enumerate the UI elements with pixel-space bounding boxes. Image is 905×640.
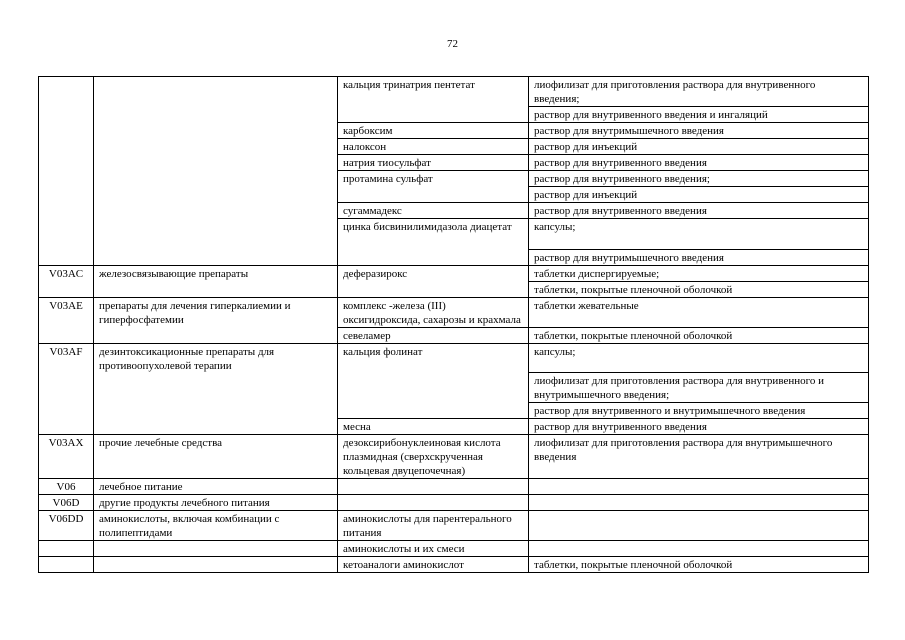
table-row: [39, 479, 869, 495]
drug-name-cell: карбоксим: [338, 123, 529, 139]
dosage-form-cell: раствор для внутримышечного введения: [529, 249, 869, 265]
pharm-group-cell: препараты для лечения гиперкалиемии и гиперфосфатемии: [94, 297, 338, 327]
atc-code-cell: [39, 155, 94, 171]
table-row: [39, 557, 869, 573]
atc-code-cell: [39, 557, 94, 573]
table-row: [39, 77, 869, 107]
dosage-form-cell: раствор для инъекций: [529, 139, 869, 155]
atc-code-cell: [39, 327, 94, 343]
drug-name-cell: [338, 479, 529, 495]
dosage-form-cell: [529, 479, 869, 495]
drug-name-cell: натрия тиосульфат: [338, 155, 529, 171]
drug-name-cell: цинка бисвинилимидазола диацетат: [338, 219, 529, 250]
pharm-group-cell: [94, 249, 338, 265]
table-row: [39, 495, 869, 511]
dosage-form-cell: таблетки, покрытые пленочной оболочкой: [529, 557, 869, 573]
atc-code-cell: [39, 373, 94, 403]
dosage-form-cell: раствор для внутривенного введения: [529, 203, 869, 219]
table-row: [39, 343, 869, 373]
table-row: [39, 203, 869, 219]
table-row: [39, 187, 869, 203]
table-row: [39, 419, 869, 435]
dosage-form-cell: таблетки, покрытые пленочной оболочкой: [529, 327, 869, 343]
drug-name-cell: [338, 281, 529, 297]
pharm-group-cell: прочие лечебные средства: [94, 435, 338, 479]
atc-code-cell: [39, 77, 94, 107]
atc-code-cell: [39, 187, 94, 203]
table-row: [39, 327, 869, 343]
atc-code-cell: V06: [39, 479, 94, 495]
table-row: [39, 107, 869, 123]
table-row: [39, 123, 869, 139]
dosage-form-cell: [529, 511, 869, 541]
pharm-group-cell: [94, 187, 338, 203]
drug-name-cell: кальция тринатрия пентетат: [338, 77, 529, 107]
pharm-group-cell: [94, 557, 338, 573]
dosage-form-cell: таблетки, покрытые пленочной оболочкой: [529, 281, 869, 297]
drug-name-cell: аминокислоты и их смеси: [338, 541, 529, 557]
pharm-group-cell: [94, 123, 338, 139]
dosage-form-cell: таблетки жевательные: [529, 297, 869, 327]
atc-code-cell: V06DD: [39, 511, 94, 541]
pharm-group-cell: [94, 403, 338, 419]
dosage-form-cell: капсулы;: [529, 219, 869, 250]
table-row: [39, 139, 869, 155]
drug-name-cell: дезоксирибонуклеиновая кислота плазмидная (сверхскрученная кольцевая двуцепочечная): [338, 435, 529, 479]
atc-code-cell: [39, 403, 94, 419]
drug-name-cell: [338, 495, 529, 511]
pharm-group-cell: [94, 373, 338, 403]
table-row: [39, 265, 869, 281]
atc-code-cell: V03AX: [39, 435, 94, 479]
atc-code-cell: [39, 171, 94, 187]
pharm-group-cell: [94, 327, 338, 343]
atc-code-cell: [39, 139, 94, 155]
drug-name-cell: деферазирокс: [338, 265, 529, 281]
table-row: [39, 403, 869, 419]
atc-code-cell: V03AF: [39, 343, 94, 373]
atc-code-cell: [39, 281, 94, 297]
pharm-group-cell: [94, 139, 338, 155]
dosage-form-cell: раствор для внутривенного введения: [529, 155, 869, 171]
pharm-group-cell: [94, 419, 338, 435]
drug-name-cell: [338, 249, 529, 265]
pharm-group-cell: дезинтоксикационные препараты для противоопухолевой терапии: [94, 343, 338, 373]
dosage-form-cell: таблетки диспергируемые;: [529, 265, 869, 281]
atc-code-cell: [39, 107, 94, 123]
pharm-group-cell: аминокислоты, включая комбинации с полипептидами: [94, 511, 338, 541]
pharm-group-cell: [94, 203, 338, 219]
atc-code-cell: V06D: [39, 495, 94, 511]
table-row: [39, 281, 869, 297]
pharm-group-cell: [94, 219, 338, 250]
table-row: [39, 171, 869, 187]
pharm-group-cell: [94, 541, 338, 557]
pharm-group-cell: [94, 171, 338, 187]
table-row: [39, 219, 869, 250]
dosage-form-cell: лиофилизат для приготовления раствора для внутримышечного введения: [529, 435, 869, 479]
atc-code-cell: [39, 219, 94, 250]
drug-name-cell: кетоаналоги аминокислот: [338, 557, 529, 573]
dosage-form-cell: раствор для внутривенного и внутримышечного введения: [529, 403, 869, 419]
pharm-group-cell: железосвязывающие препараты: [94, 265, 338, 281]
dosage-form-cell: раствор для внутримышечного введения: [529, 123, 869, 139]
atc-code-cell: V03AE: [39, 297, 94, 327]
pharm-group-cell: другие продукты лечебного питания: [94, 495, 338, 511]
dosage-form-cell: лиофилизат для приготовления раствора для внутривенного введения;: [529, 77, 869, 107]
drug-name-cell: [338, 403, 529, 419]
table-row: [39, 155, 869, 171]
dosage-form-cell: капсулы;: [529, 343, 869, 373]
page-number: 72: [447, 38, 458, 50]
table-row: [39, 541, 869, 557]
drug-name-cell: [338, 187, 529, 203]
atc-code-cell: [39, 123, 94, 139]
drug-name-cell: комплекс -железа (III) оксигидроксида, сахарозы и крахмала: [338, 297, 529, 327]
atc-code-cell: V03AC: [39, 265, 94, 281]
drug-name-cell: сугаммадекс: [338, 203, 529, 219]
drug-name-cell: кальция фолинат: [338, 343, 529, 373]
drug-name-cell: [338, 107, 529, 123]
drug-list-table: [38, 76, 869, 573]
drug-name-cell: месна: [338, 419, 529, 435]
pharm-group-cell: [94, 281, 338, 297]
dosage-form-cell: раствор для внутривенного введения: [529, 419, 869, 435]
table-row: [39, 435, 869, 479]
table-row: [39, 511, 869, 541]
atc-code-cell: [39, 541, 94, 557]
atc-code-cell: [39, 249, 94, 265]
atc-code-cell: [39, 419, 94, 435]
atc-code-cell: [39, 203, 94, 219]
drug-name-cell: аминокислоты для парентерального питания: [338, 511, 529, 541]
table-row: [39, 297, 869, 327]
dosage-form-cell: лиофилизат для приготовления раствора для внутривенного и внутримышечного введения;: [529, 373, 869, 403]
dosage-form-cell: [529, 495, 869, 511]
drug-name-cell: налоксон: [338, 139, 529, 155]
pharm-group-cell: [94, 77, 338, 107]
drug-name-cell: севеламер: [338, 327, 529, 343]
dosage-form-cell: раствор для инъекций: [529, 187, 869, 203]
pharm-group-cell: [94, 155, 338, 171]
dosage-form-cell: раствор для внутривенного введения;: [529, 171, 869, 187]
table-row: [39, 373, 869, 403]
drug-name-cell: [338, 373, 529, 403]
table-row: [39, 249, 869, 265]
pharm-group-cell: лечебное питание: [94, 479, 338, 495]
drug-name-cell: протамина сульфат: [338, 171, 529, 187]
dosage-form-cell: раствор для внутривенного введения и ингаляций: [529, 107, 869, 123]
pharm-group-cell: [94, 107, 338, 123]
dosage-form-cell: [529, 541, 869, 557]
